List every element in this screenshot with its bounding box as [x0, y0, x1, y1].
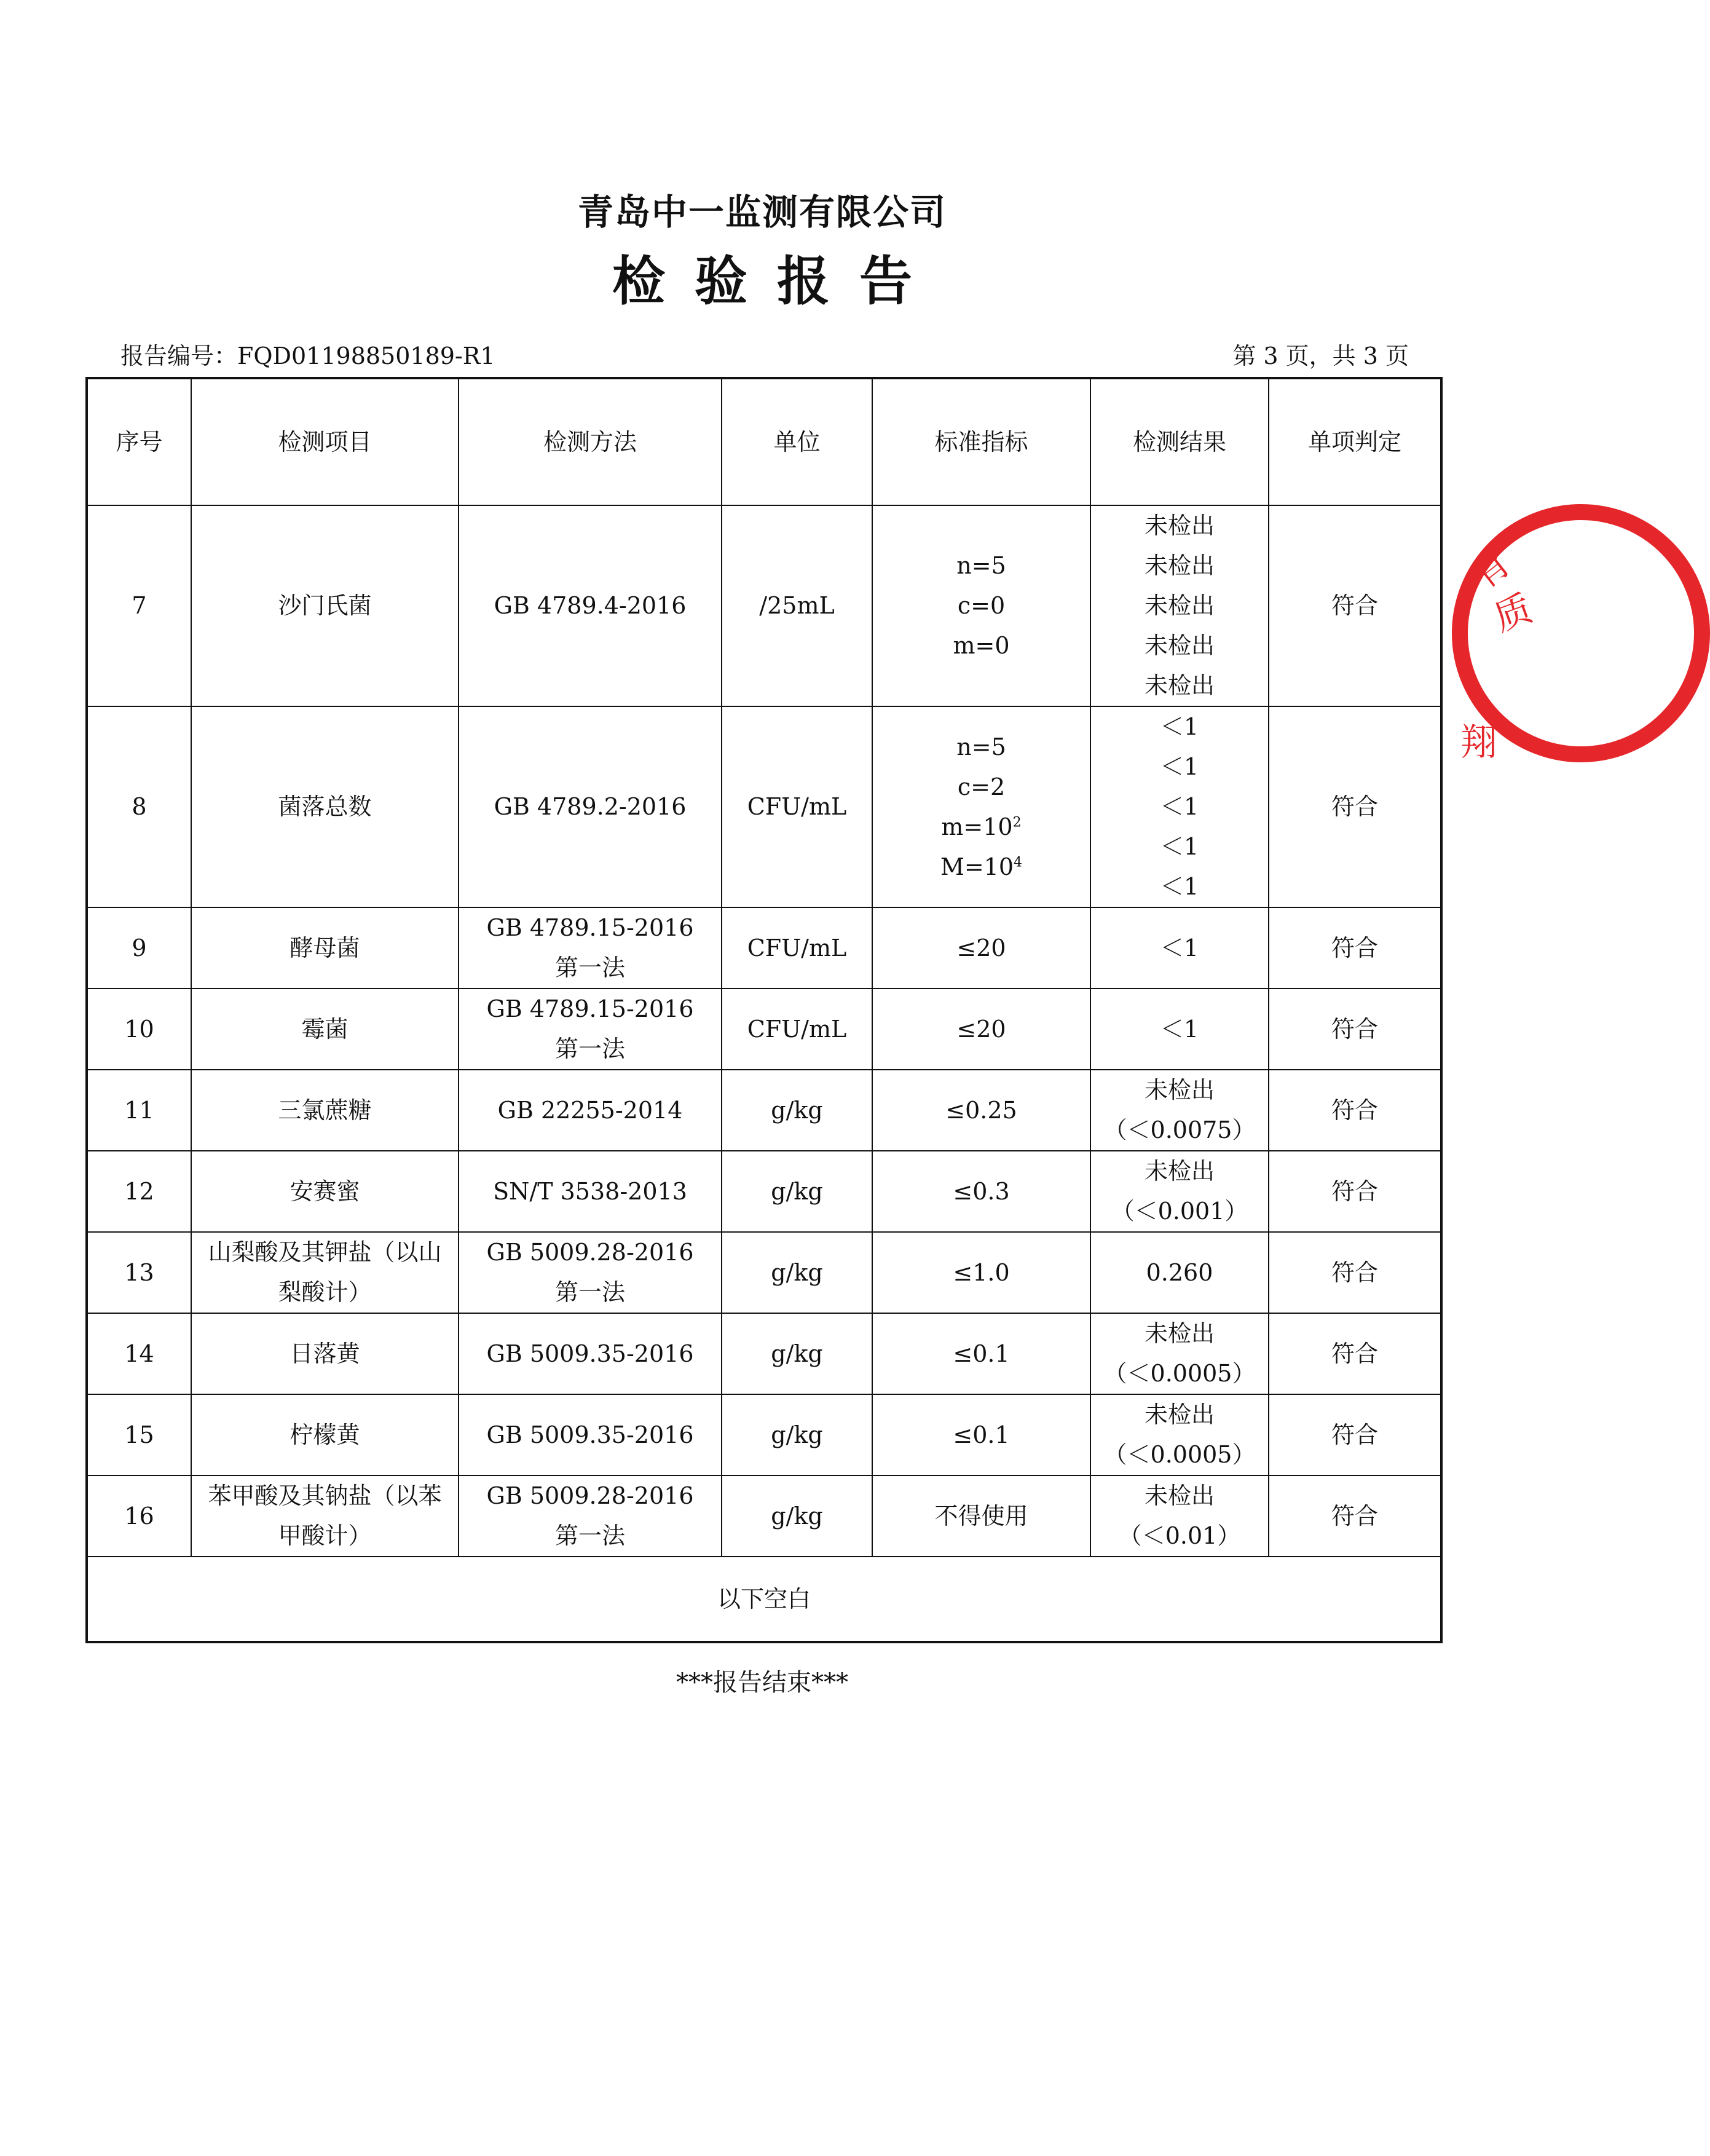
cell-standard-line: ≤1.0 — [953, 1258, 1010, 1286]
cell-method-line: 第一法 — [554, 954, 625, 981]
cell-judgement: 符合 — [1269, 706, 1441, 907]
cell-judgement: 符合 — [1269, 1475, 1441, 1557]
cell-standard-line: $M=10^4$ — [940, 853, 1023, 880]
cell-method — [459, 907, 722, 989]
cell-unit: g/kg — [722, 1313, 872, 1394]
seal-char: 有 — [1462, 541, 1519, 598]
seal-char: 质 — [1488, 586, 1538, 640]
cell-standard — [872, 1232, 1090, 1313]
col-header-judgement: 单项判定 — [1269, 378, 1441, 505]
col-header-result: 检测结果 — [1090, 378, 1269, 505]
exponent: 2 — [1012, 814, 1022, 830]
cell-item: 柠檬黄 — [191, 1394, 459, 1475]
cell-unit: CFU/mL — [722, 706, 872, 907]
cell-method-line: 第一法 — [554, 1035, 625, 1062]
cell-no: 11 — [87, 1070, 191, 1151]
cell-standard-line: c=2 — [957, 773, 1006, 800]
cell-standard — [872, 989, 1090, 1070]
cell-result-line: 未检出 — [1144, 1158, 1215, 1185]
cell-judgement: 符合 — [1269, 1151, 1441, 1232]
table-row — [87, 1070, 1441, 1151]
cell-standard — [872, 1070, 1090, 1151]
cell-standard — [872, 1475, 1090, 1557]
cell-unit: CFU/mL — [722, 989, 872, 1070]
table-row — [87, 1394, 1441, 1475]
cell-result-line: 未检出 — [1144, 1482, 1215, 1509]
table-row — [87, 1475, 1441, 1557]
cell-no: 13 — [87, 1232, 191, 1313]
cell-result-line: 未检出 — [1144, 1076, 1215, 1104]
cell-result — [1090, 907, 1269, 989]
cell-result-line: （＜0.0005） — [1103, 1360, 1256, 1387]
cell-item: 山梨酸及其钾盐（以山梨酸计） — [191, 1232, 459, 1313]
table-row — [87, 907, 1441, 989]
cell-method — [459, 505, 722, 706]
cell-item: 苯甲酸及其钠盐（以苯甲酸计） — [191, 1475, 459, 1557]
cell-method — [459, 1394, 722, 1475]
cell-result-line: （＜0.01） — [1118, 1522, 1241, 1549]
cell-standard-line: ≤0.3 — [953, 1177, 1010, 1205]
cell-unit: g/kg — [722, 1232, 872, 1313]
cell-unit: CFU/mL — [722, 907, 872, 989]
cell-result-line: 未检出 — [1144, 592, 1215, 619]
col-header-standard: 标准指标 — [872, 378, 1090, 505]
cell-standard-line: n=5 — [956, 552, 1006, 579]
cell-result-line: 未检出 — [1144, 552, 1215, 579]
table-row — [87, 1232, 1441, 1313]
cell-method-line: GB 4789.4-2016 — [494, 592, 687, 619]
cell-result-line: ＜1 — [1160, 793, 1199, 820]
cell-method-line: GB 5009.28-2016 — [486, 1239, 694, 1266]
cell-no: 8 — [87, 706, 191, 907]
results-table — [85, 377, 1443, 1643]
cell-judgement: 符合 — [1269, 907, 1441, 989]
cell-standard-line: ≤0.25 — [945, 1096, 1017, 1124]
cell-standard — [872, 907, 1090, 989]
cell-standard — [872, 1313, 1090, 1394]
cell-method — [459, 1475, 722, 1557]
cell-method — [459, 989, 722, 1070]
cell-result — [1090, 1313, 1269, 1394]
cell-standard — [872, 505, 1090, 706]
cell-method-line: GB 5009.35-2016 — [486, 1340, 694, 1367]
cell-result — [1090, 1232, 1269, 1313]
cell-method-line: GB 5009.35-2016 — [486, 1421, 694, 1448]
cell-result-line: ＜1 — [1160, 713, 1199, 740]
cell-result-line: 未检出 — [1144, 1320, 1215, 1347]
cell-standard-line: ≤20 — [956, 1015, 1006, 1043]
cell-method-line: SN/T 3538-2013 — [493, 1177, 687, 1205]
cell-standard-line: m=0 — [953, 632, 1010, 659]
report-title — [0, 239, 1524, 315]
cell-method-line: GB 5009.28-2016 — [486, 1482, 694, 1509]
title-char: 检 — [612, 250, 665, 312]
blank-note: 以下空白 — [87, 1557, 1441, 1642]
cell-no: 10 — [87, 989, 191, 1070]
cell-no: 15 — [87, 1394, 191, 1475]
cell-no: 12 — [87, 1151, 191, 1232]
table-row — [87, 505, 1441, 706]
cell-standard — [872, 706, 1090, 907]
cell-item: 酵母菌 — [191, 907, 459, 989]
col-header-method: 检测方法 — [459, 378, 722, 505]
cell-method-line: GB 4789.15-2016 — [486, 914, 694, 941]
cell-no: 9 — [87, 907, 191, 989]
cell-judgement: 符合 — [1269, 505, 1441, 706]
table-row — [87, 1313, 1441, 1394]
page-info: 第 3 页，共 3 页 — [1232, 342, 1409, 369]
cell-judgement: 符合 — [1269, 1394, 1441, 1475]
cell-result-line: ＜1 — [1160, 833, 1199, 860]
blank-row — [87, 1557, 1441, 1642]
cell-unit: g/kg — [722, 1475, 872, 1557]
cell-result — [1090, 706, 1269, 907]
table-row — [87, 1151, 1441, 1232]
cell-standard-line: $m=10^2$ — [941, 813, 1022, 840]
cell-method — [459, 1151, 722, 1232]
cell-standard-line: 不得使用 — [934, 1502, 1028, 1530]
cell-result-line: 未检出 — [1144, 512, 1215, 539]
cell-judgement: 符合 — [1269, 1070, 1441, 1151]
cell-method-line: GB 22255-2014 — [497, 1096, 683, 1124]
cell-result-line: 未检出 — [1144, 1401, 1215, 1428]
col-header-item: 检测项目 — [191, 378, 459, 505]
cell-no: 7 — [87, 505, 191, 706]
cell-item: 菌落总数 — [191, 706, 459, 907]
cell-unit: g/kg — [722, 1070, 872, 1151]
cell-method — [459, 706, 722, 907]
col-header-unit: 单位 — [722, 378, 872, 505]
cell-unit: g/kg — [722, 1394, 872, 1475]
title-char: 报 — [777, 250, 830, 312]
cell-no: 14 — [87, 1313, 191, 1394]
cell-result — [1090, 1394, 1269, 1475]
cell-standard-line: ≤0.1 — [953, 1421, 1010, 1448]
cell-standard-line: ≤20 — [956, 934, 1006, 962]
cell-item: 三氯蔗糖 — [191, 1070, 459, 1151]
cell-item: 安赛蜜 — [191, 1151, 459, 1232]
seal-char: 翔 — [1460, 721, 1497, 764]
cell-result-line: ＜1 — [1160, 934, 1199, 962]
cell-standard-line: n=5 — [956, 733, 1006, 760]
cell-result-line: 未检出 — [1144, 632, 1215, 659]
exponent: 4 — [1014, 854, 1023, 870]
cell-standard-line: c=0 — [957, 592, 1006, 619]
cell-item: 日落黄 — [191, 1313, 459, 1394]
report-number: 报告编号：FQD01198850189-R1 — [120, 342, 495, 369]
cell-result — [1090, 989, 1269, 1070]
cell-result-line: ＜1 — [1160, 1015, 1199, 1043]
cell-standard — [872, 1394, 1090, 1475]
cell-method-line: GB 4789.15-2016 — [486, 995, 694, 1022]
cell-item: 霉菌 — [191, 989, 459, 1070]
cell-result-line: 未检出 — [1144, 672, 1215, 699]
cell-result-line: ＜1 — [1160, 873, 1199, 900]
cell-result-line: （＜0.0075） — [1103, 1116, 1256, 1143]
company-name: 青岛中一监测有限公司 — [577, 191, 947, 233]
cell-judgement: 符合 — [1269, 989, 1441, 1070]
title-char: 验 — [695, 250, 747, 312]
cell-method-line: GB 4789.2-2016 — [494, 793, 687, 820]
title-char: 告 — [859, 250, 912, 312]
table-row — [87, 989, 1441, 1070]
cell-item: 沙门氏菌 — [191, 505, 459, 706]
cell-no: 16 — [87, 1475, 191, 1557]
cell-result-line: 0.260 — [1146, 1258, 1213, 1286]
cell-judgement: 符合 — [1269, 1232, 1441, 1313]
cell-method-line: 第一法 — [554, 1279, 625, 1306]
cell-result — [1090, 1151, 1269, 1232]
cell-result — [1090, 505, 1269, 706]
cell-unit: /25mL — [722, 505, 872, 706]
cell-standard-line: ≤0.1 — [953, 1340, 1010, 1367]
cell-judgement: 符合 — [1269, 1313, 1441, 1394]
cell-method — [459, 1313, 722, 1394]
cell-result-line: （＜0.001） — [1111, 1198, 1248, 1225]
table-body — [87, 505, 1441, 1557]
col-header-no: 序号 — [87, 378, 191, 505]
report-end: ***报告结束*** — [676, 1668, 848, 1697]
cell-result — [1090, 1070, 1269, 1151]
cell-method — [459, 1070, 722, 1151]
cell-method — [459, 1232, 722, 1313]
cell-result-line: ＜1 — [1160, 753, 1199, 780]
cell-result-line: （＜0.0005） — [1103, 1441, 1256, 1468]
cell-unit: g/kg — [722, 1151, 872, 1232]
table-row — [87, 706, 1441, 907]
cell-standard — [872, 1151, 1090, 1232]
header-row — [87, 378, 1441, 505]
cell-method-line: 第一法 — [554, 1522, 625, 1549]
cell-result — [1090, 1475, 1269, 1557]
